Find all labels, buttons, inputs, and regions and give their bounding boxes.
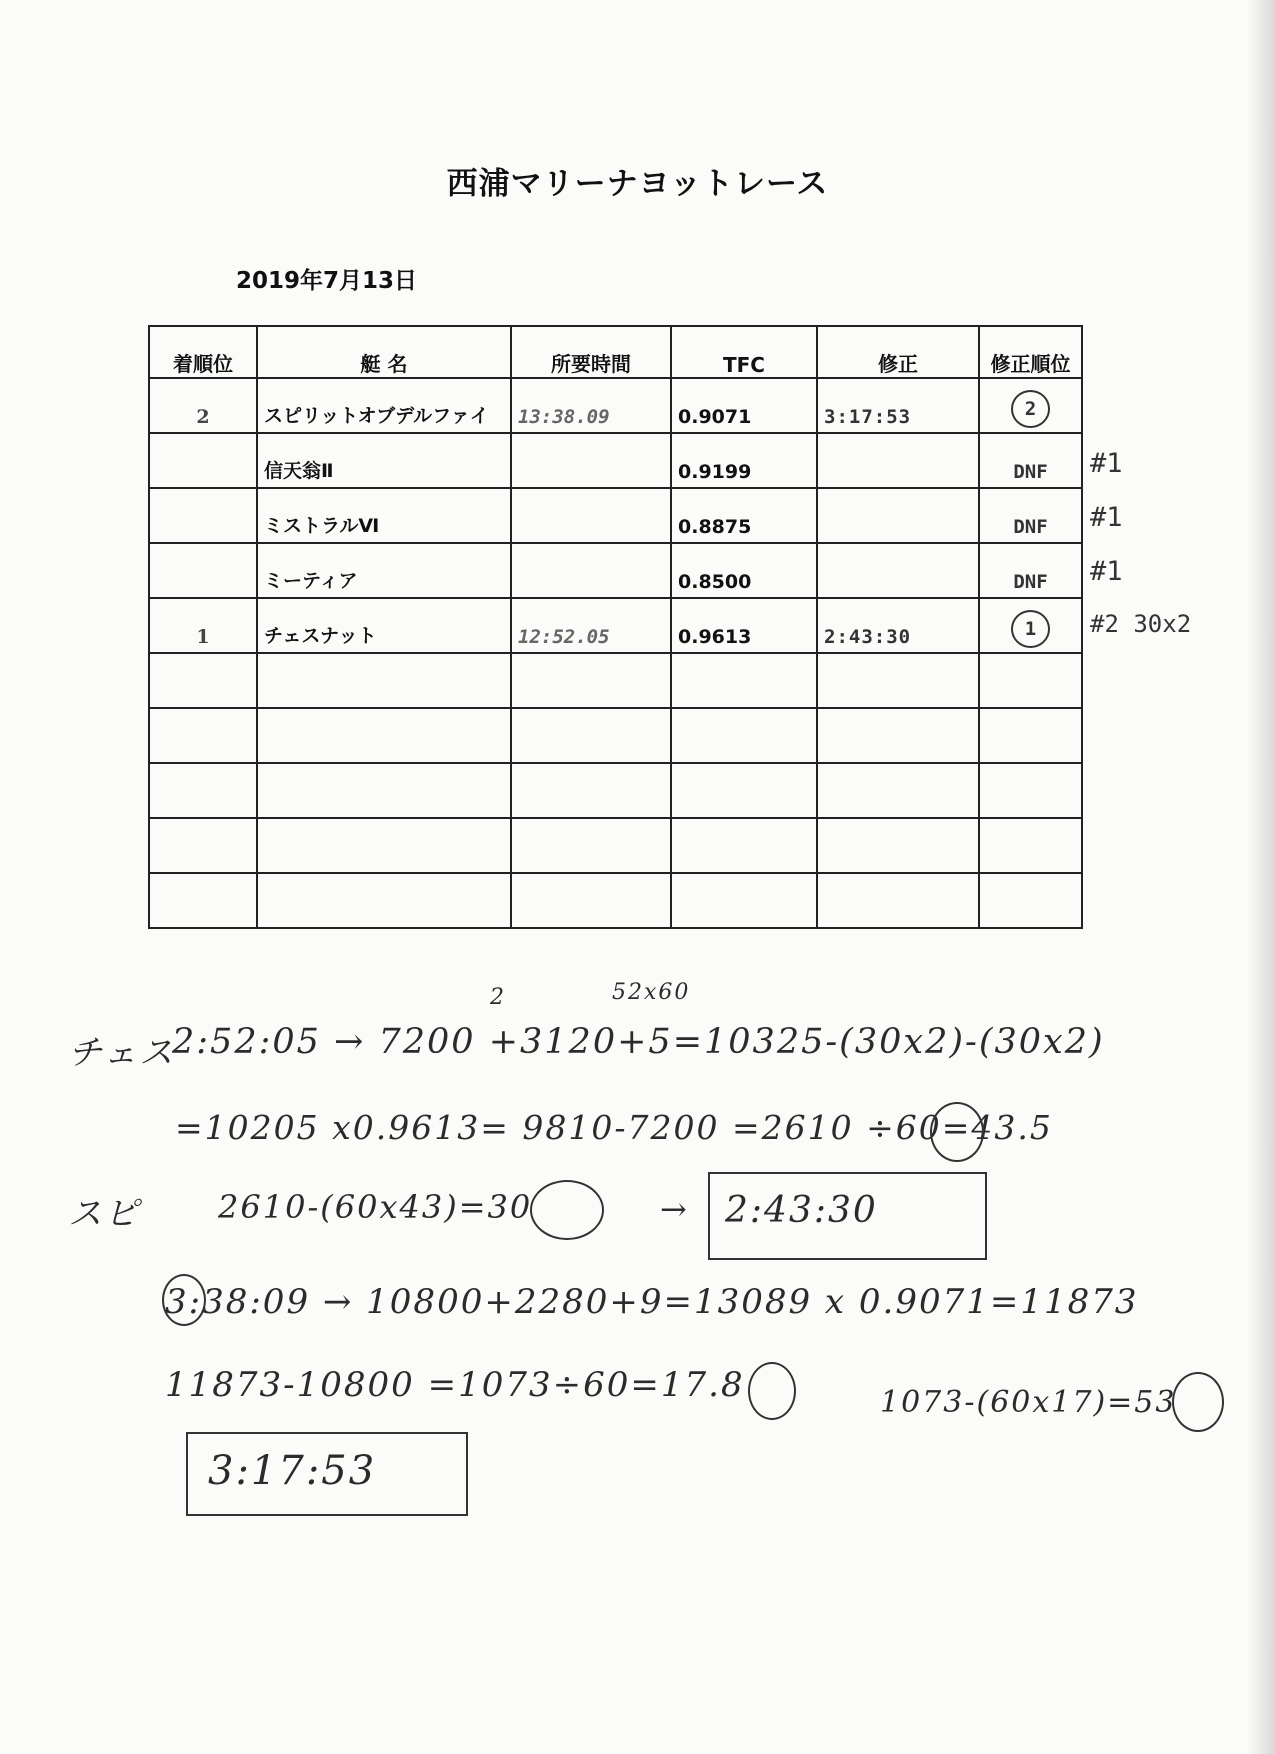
margin-note-row2: #1: [1090, 448, 1123, 479]
circle-mark: [748, 1362, 796, 1420]
cell-rank: [149, 708, 257, 763]
cell-corrected-rank: [979, 818, 1082, 873]
cell-tfc: 0.9613: [671, 598, 817, 653]
cell-time: [511, 433, 671, 488]
handwritten-line-4: 3:38:09 → 10800+2280+9=13089 x 0.9071=11873: [165, 1282, 1139, 1322]
cell-tfc: [671, 763, 817, 818]
table-row: [149, 598, 1082, 653]
cell-corrected: [817, 653, 979, 708]
page-title: 西浦マリーナヨットレース: [446, 166, 829, 202]
cell-corrected-rank: [979, 873, 1082, 928]
cell-time: [511, 543, 671, 598]
header-boat-name: 艇 名: [257, 326, 511, 378]
handwritten-result-chestnut: 2:43:30: [725, 1190, 878, 1231]
cell-rank: [149, 763, 257, 818]
cell-tfc: 0.8875: [671, 488, 817, 543]
cell-time: [511, 653, 671, 708]
cell-corrected-rank: DNF: [979, 488, 1082, 543]
circle-mark: [530, 1180, 604, 1240]
cell-tfc: [671, 708, 817, 763]
cell-boat-name: ミストラルⅥ: [257, 488, 511, 543]
race-date: 2019年7月13日: [236, 268, 418, 294]
table-row: [149, 378, 1082, 433]
header-finish-rank: 着順位: [149, 326, 257, 378]
cell-corrected-rank: DNF: [979, 433, 1082, 488]
cell-corrected-rank: [979, 653, 1082, 708]
cell-boat-name: スピリットオブデルファイ: [257, 378, 511, 433]
cell-rank: [149, 818, 257, 873]
cell-tfc: 0.9199: [671, 433, 817, 488]
cell-corrected: [817, 543, 979, 598]
cell-time: [511, 873, 671, 928]
cell-corrected: [817, 488, 979, 543]
handwritten-line-1: 2:52:05 → 7200 +3120+5=10325-(30x2)-(30x2): [172, 1022, 1105, 1062]
cell-corrected: [817, 708, 979, 763]
cell-time: 13:38.09: [511, 378, 671, 433]
table-row: [149, 653, 1082, 708]
cell-corrected: [817, 818, 979, 873]
table-row: [149, 818, 1082, 873]
cell-rank: 2: [149, 378, 257, 433]
page-edge-shadow: [1247, 0, 1275, 1754]
handwritten-line-5: 11873-10800 =1073÷60=17.8: [165, 1365, 745, 1405]
header-corrected-rank: 修正順位: [979, 326, 1082, 378]
table-row: [149, 708, 1082, 763]
circle-mark: [930, 1102, 984, 1162]
cell-time: [511, 488, 671, 543]
cell-corrected: [817, 763, 979, 818]
cell-corrected: 3:17:53: [817, 378, 979, 433]
handwritten-arrow: →: [660, 1190, 689, 1228]
cell-tfc: 0.8500: [671, 543, 817, 598]
header-tfc: TFC: [671, 326, 817, 378]
handwritten-superscript-52x60: 52x60: [612, 980, 691, 1005]
cell-boat-name: [257, 763, 511, 818]
cell-corrected-rank: [979, 598, 1082, 653]
cell-corrected-rank: [979, 378, 1082, 433]
cell-time: 12:52.05: [511, 598, 671, 653]
cell-corrected: 2:43:30: [817, 598, 979, 653]
table-row: [149, 873, 1082, 928]
header-elapsed-time: 所要時間: [511, 326, 671, 378]
circle-mark: [162, 1274, 206, 1326]
handwritten-superscript-2: 2: [490, 985, 506, 1010]
cell-tfc: 0.9071: [671, 378, 817, 433]
cell-rank: 1: [149, 598, 257, 653]
cell-boat-name: [257, 708, 511, 763]
margin-note-row4: #1: [1090, 556, 1123, 587]
cell-boat-name: [257, 818, 511, 873]
cell-boat-name: ミーティア: [257, 543, 511, 598]
cell-boat-name: [257, 873, 511, 928]
cell-boat-name: [257, 653, 511, 708]
table-row: [149, 488, 1082, 543]
handwritten-line-2: =10205 x0.9613= 9810-7200 =2610 ÷60=43.5: [175, 1108, 1053, 1147]
table-row: [149, 433, 1082, 488]
cell-corrected: [817, 873, 979, 928]
cell-boat-name: チェスナット: [257, 598, 511, 653]
cell-time: [511, 818, 671, 873]
handwritten-label-chesu: チェス: [68, 1033, 175, 1073]
header-corrected-time: 修正: [817, 326, 979, 378]
circled-rank: 1: [1011, 610, 1050, 648]
circle-mark: [1172, 1372, 1224, 1432]
table-header-row: [149, 326, 1082, 378]
cell-time: [511, 708, 671, 763]
cell-tfc: [671, 873, 817, 928]
cell-corrected: [817, 433, 979, 488]
handwritten-line-3: 2610-(60x43)=30: [218, 1188, 533, 1226]
cell-corrected-rank: [979, 763, 1082, 818]
handwritten-line-5b: 1073-(60x17)=53: [880, 1385, 1177, 1420]
table-row: [149, 543, 1082, 598]
cell-rank: [149, 653, 257, 708]
handwritten-result-spirit: 3:17:53: [208, 1448, 377, 1494]
circled-rank: 2: [1011, 390, 1050, 428]
cell-tfc: [671, 818, 817, 873]
cell-time: [511, 763, 671, 818]
cell-corrected-rank: DNF: [979, 543, 1082, 598]
margin-note-row5: #2 30x2: [1090, 610, 1192, 638]
handwritten-label-supi: スピ: [68, 1194, 140, 1234]
cell-boat-name: 信天翁Ⅱ: [257, 433, 511, 488]
cell-rank: [149, 488, 257, 543]
cell-tfc: [671, 653, 817, 708]
margin-note-row3: #1: [1090, 502, 1123, 533]
table-row: [149, 763, 1082, 818]
results-table: [148, 325, 1083, 929]
cell-rank: [149, 543, 257, 598]
cell-rank: [149, 873, 257, 928]
cell-rank: [149, 433, 257, 488]
cell-corrected-rank: [979, 708, 1082, 763]
